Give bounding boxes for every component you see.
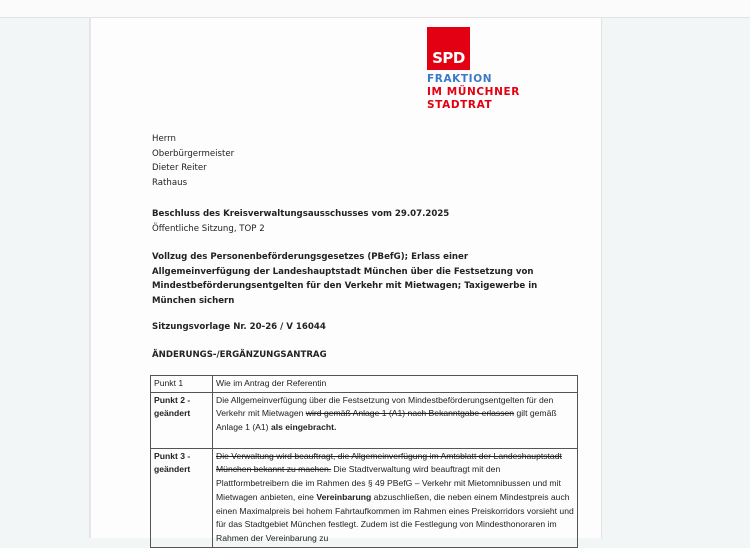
subject-line: Allgemeinverfügung der Landeshauptstadt München über die Festsetzung von xyxy=(152,266,534,277)
subject-line: München sichern xyxy=(152,295,235,306)
address-line: Oberbürgermeister xyxy=(152,148,235,159)
logo-line-fraktion: FRAKTION xyxy=(427,73,493,85)
subject-block xyxy=(152,250,537,308)
session-info: Öffentliche Sitzung, TOP 2 xyxy=(152,223,265,234)
spd-logo xyxy=(427,27,520,112)
resolution-title: Beschluss des Kreisverwaltungsausschusses vom 29.07.2025 xyxy=(152,209,450,219)
logo-line-im-muenchner: IM MÜNCHNER xyxy=(427,86,520,98)
row-label: Punkt 1 xyxy=(151,376,213,393)
table-row xyxy=(151,448,578,547)
row-label: Punkt 3 - geändert xyxy=(151,448,213,547)
subject-line: Vollzug des Personenbeförderungsgesetzes (PBefG); Erlass einer xyxy=(152,252,469,262)
text-deleted: Die Verwaltung wird beauftragt, die Allgemeinverfügung im Amtsblatt der Landeshauptstadt München bekannt zu machen. xyxy=(216,450,562,475)
address-line: Herrn xyxy=(152,134,176,144)
amendment-table xyxy=(150,375,578,548)
text-deleted: wird gemäß Anlage 1 (A1) nach Bekanntgabe erlassen xyxy=(305,408,515,419)
viewer-toolbar xyxy=(0,0,750,18)
table-row xyxy=(151,376,578,393)
logo-line-stadtrat: STADTRAT xyxy=(427,99,493,111)
row-label: Punkt 2 - geändert xyxy=(151,392,213,448)
resolution-block xyxy=(152,207,449,236)
spd-logo-mark xyxy=(427,27,470,70)
text-added: Vereinbarung xyxy=(316,491,372,502)
address-block xyxy=(152,132,234,190)
text-plain: abzuschließen, die neben einem Mindestpreis auch einen Maximalpreis bei hohem Fahrtaufkommen im Rahmen eines Preiskorridors vorsieht und für das Stadtgebiet München festlegt. Zudem ist die Festlegung von Mindesthonoraren im Rahmen der Vereinbarung zu xyxy=(216,491,574,543)
text-plain: Die Stadtverwaltung wird beauftragt mit den Plattformbetreibern die im Rahmen des § 49 PBefG – Verkehr mit Mietomnibussen und mit Mietwagen anbieten, eine xyxy=(216,464,561,502)
text-plain: gilt gemäß Anlage 1 (A1) xyxy=(216,408,557,433)
table-row xyxy=(151,392,578,448)
subject-line: Mindestbeförderungsentgelten für den Verkehr mit Mietwagen; Taxigewerbe in xyxy=(152,281,538,291)
address-line: Dieter Reiter xyxy=(152,163,207,173)
document-page xyxy=(89,18,602,543)
address-line: Rathaus xyxy=(152,177,188,188)
row-text xyxy=(213,448,578,547)
proposal-number: Sitzungsvorlage Nr. 20-26 / V 16044 xyxy=(152,322,326,332)
text-plain: Die Allgemeinverfügung über die Festsetzung von Mindestbeförderungsentgelten für den Verkehr mit Mietwagen xyxy=(216,394,554,419)
amendment-heading: ÄNDERUNGS-/ERGÄNZUNGSANTRAG xyxy=(152,350,327,360)
row-text xyxy=(213,392,578,448)
row-text: Wie im Antrag der Referentin xyxy=(213,376,578,393)
logo-mark-text: SPD xyxy=(432,49,465,67)
text-added: als eingebracht. xyxy=(270,422,337,433)
